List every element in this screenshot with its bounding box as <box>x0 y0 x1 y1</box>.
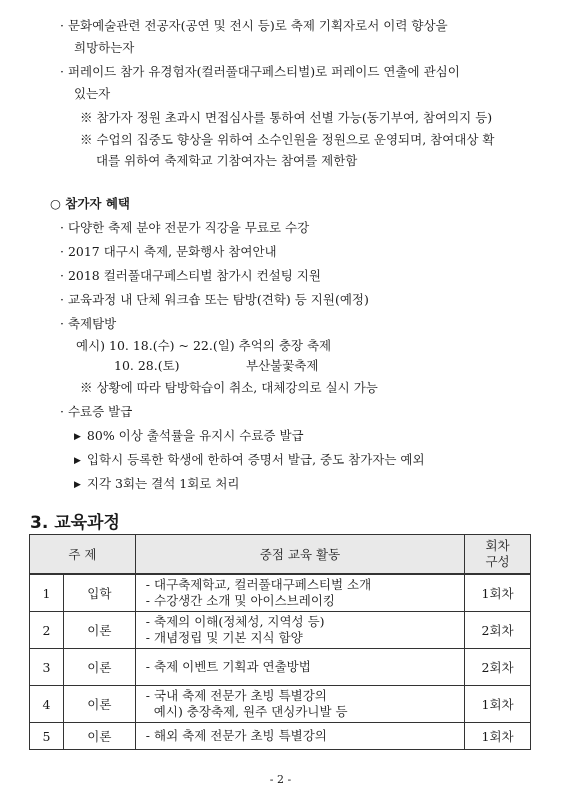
benefits-heading: ○ 참가자 혜택 <box>50 196 130 211</box>
row-subject: 이론 <box>63 612 135 649</box>
row-subject: 이론 <box>63 649 135 686</box>
certificate-item-1-text: 80% 이상 출석률을 유지시 수료증 발급 <box>86 428 304 443</box>
row-activity <box>135 686 464 723</box>
certificate-heading: · 수료증 발급 <box>60 404 133 419</box>
table-row <box>30 574 531 612</box>
row-activity-line-2: - 수강생간 소개 및 아이스브레이킹 <box>145 593 335 608</box>
tour-example-2-date: 10. 28.(토) <box>114 358 180 373</box>
certificate-item-3-text: 지각 3회는 결석 1회로 처리 <box>86 476 240 491</box>
row-number: 3 <box>30 649 64 686</box>
header-sessions <box>465 535 531 575</box>
eligibility-line-1: · 문화예술관련 전공자(공연 및 전시 등)로 축제 기획자로서 이력 향상을 <box>60 18 448 33</box>
row-subject: 입학 <box>63 574 135 612</box>
curriculum-table <box>29 534 531 750</box>
benefit-item-2: · 2017 대구시 축제, 문화행사 참여안내 <box>60 244 277 259</box>
arrow-right-icon: ▶ <box>74 432 81 442</box>
row-number: 4 <box>30 686 64 723</box>
page-number: - 2 - <box>269 773 292 786</box>
arrow-right-icon: ▶ <box>74 480 81 490</box>
table-header-row <box>30 535 531 575</box>
eligibility-line-1-cont: 희망하는자 <box>74 40 135 55</box>
certificate-item-3 <box>74 476 239 493</box>
note-line-1: ※ 참가자 정원 초과시 면접심사를 통하여 선별 가능(동기부여, 참여의지 등) <box>80 110 493 125</box>
row-subject: 이론 <box>63 723 135 750</box>
row-subject: 이론 <box>63 686 135 723</box>
row-activity-line-1: - 해외 축제 전문가 초빙 특별강의 <box>145 728 327 743</box>
row-activity-line-1: - 축제의 이해(정체성, 지역성 등) <box>145 614 325 629</box>
row-activity-line-1: - 국내 축제 전문가 초빙 특별강의 <box>145 688 327 703</box>
row-activity <box>135 612 464 649</box>
eligibility-line-2-cont: 있는자 <box>74 86 111 101</box>
row-activity-line-2: - 개념정립 및 기본 지식 함양 <box>145 630 303 645</box>
row-activity-line-1: - 축제 이벤트 기획과 연출방법 <box>145 659 311 674</box>
tour-example-1: 예시) 10. 18.(수) ~ 22.(일) 추억의 충장 축제 <box>76 338 332 353</box>
benefit-item-3: · 2018 컬러풀대구페스티벌 참가시 컨설팅 지원 <box>60 268 321 283</box>
row-sessions: 1회차 <box>465 574 531 612</box>
table-row <box>30 723 531 750</box>
certificate-item-1 <box>74 428 304 445</box>
note-line-2-cont: 대를 위하여 축제학교 기참여자는 참여를 제한함 <box>96 153 358 168</box>
section-title: 3. 교육과정 <box>30 513 120 533</box>
table-row <box>30 686 531 723</box>
header-sessions-line-2: 구성 <box>485 554 510 569</box>
row-sessions: 1회차 <box>465 686 531 723</box>
eligibility-line-2: · 퍼레이드 참가 유경험자(컬러풀대구페스티벌)로 퍼레이드 연출에 관심이 <box>60 64 460 79</box>
certificate-item-2-text: 입학시 등록한 학생에 한하여 증명서 발급, 중도 참가자는 예외 <box>86 452 425 467</box>
benefit-item-4: · 교육과정 내 단체 워크숍 또는 탐방(견학) 등 지원(예정) <box>60 292 369 307</box>
row-activity <box>135 649 464 686</box>
row-activity <box>135 574 464 612</box>
benefit-item-5: · 축제탐방 <box>60 316 117 331</box>
tour-note: ※ 상황에 따라 탐방학습이 취소, 대체강의로 실시 가능 <box>80 380 378 395</box>
row-activity-line-2: 예시) 충장축제, 원주 댄싱카니발 등 <box>153 704 348 719</box>
row-sessions: 1회차 <box>465 723 531 750</box>
row-number: 2 <box>30 612 64 649</box>
table-row <box>30 612 531 649</box>
row-sessions: 2회차 <box>465 649 531 686</box>
header-activity: 중점 교육 활동 <box>135 535 464 575</box>
table-row <box>30 649 531 686</box>
row-number: 5 <box>30 723 64 750</box>
row-activity-line-1: - 대구축제학교, 컬러풀대구페스티벌 소개 <box>145 577 372 592</box>
row-sessions: 2회차 <box>465 612 531 649</box>
header-sessions-line-1: 회차 <box>485 538 510 553</box>
benefit-item-1: · 다양한 축제 분야 전문가 직강을 무료로 수강 <box>60 220 310 235</box>
tour-example-2-name: 부산불꽃축제 <box>246 358 319 373</box>
header-subject: 주 제 <box>30 535 136 575</box>
certificate-item-2 <box>74 452 425 469</box>
note-line-2: ※ 수업의 집중도 향상을 위하여 소수인원을 정원으로 운영되며, 참여대상 확 <box>80 132 495 147</box>
row-number: 1 <box>30 574 64 612</box>
arrow-right-icon: ▶ <box>74 456 81 466</box>
row-activity <box>135 723 464 750</box>
